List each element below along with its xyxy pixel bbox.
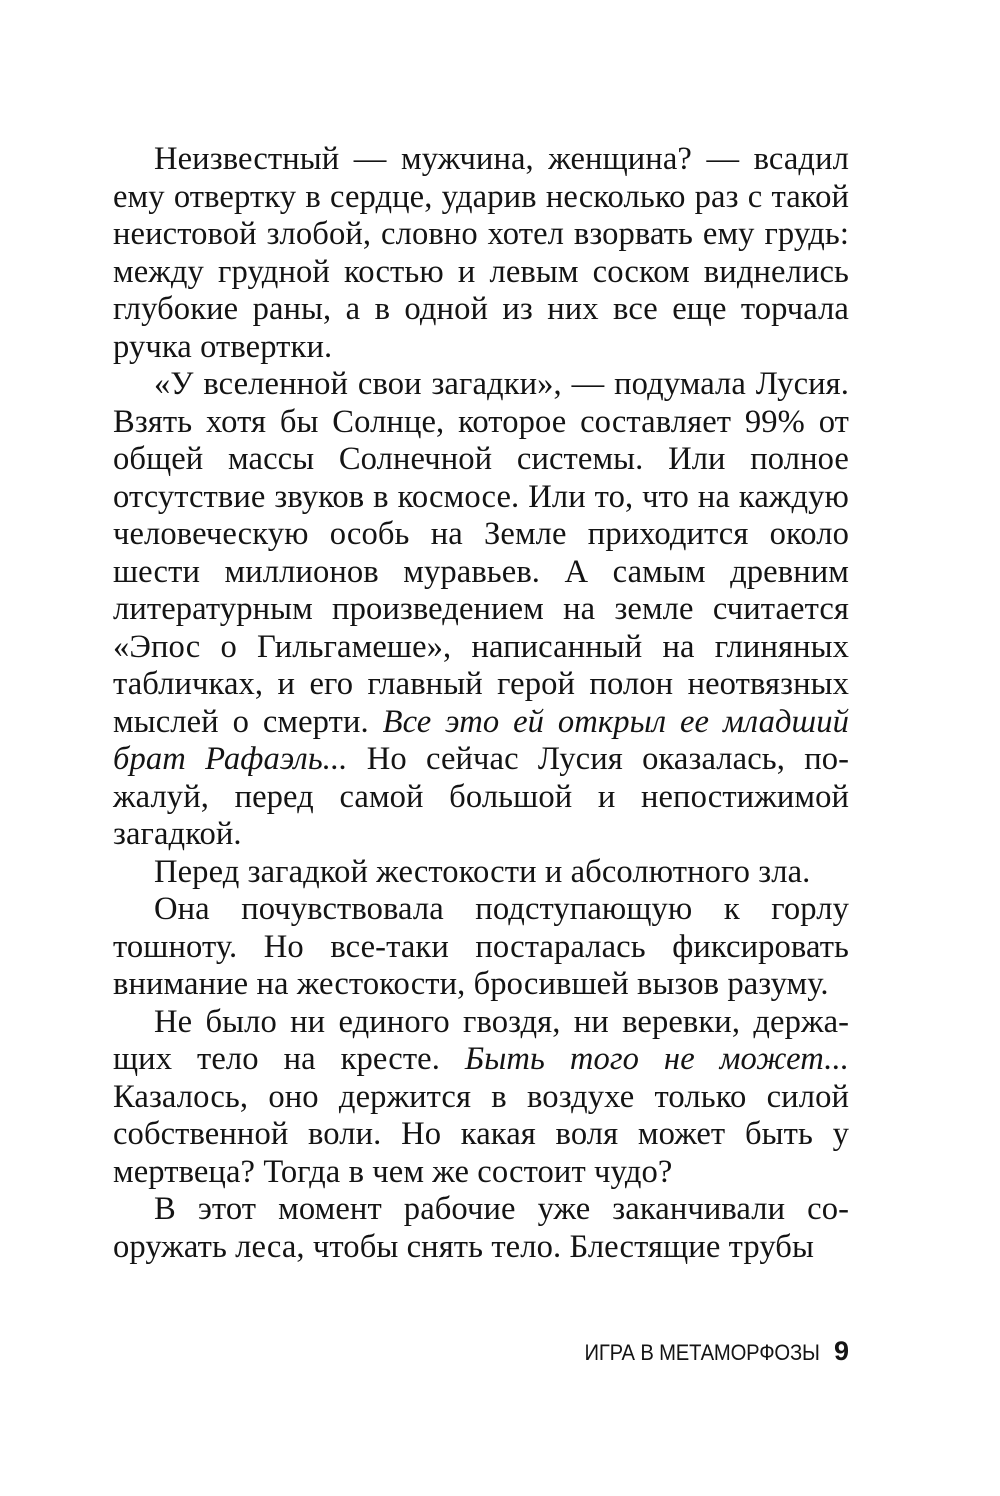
body-text (113, 141, 849, 1266)
paragraph-5 (113, 1004, 849, 1192)
paragraph-text: Казалось, оно держится в воздухе только силой собственной воли. Но какая воля может быть у мертвеца? Тогда в чем же состоит чудо? (113, 1078, 849, 1190)
italic-thought: Все это ей открыл ее младший брат Рафаэль... (113, 703, 850, 777)
paragraph-2 (113, 366, 849, 854)
paragraph-text: «У вселенной свои загадки», — подумала Лусия. Взять хотя бы Солнце, которое составляет 99% от общей массы Солнечной системы. Или полное отсутствие звуков в космосе. Или то, что на каждую человеческую особь на Земле приходится около шести миллионов муравьев. А самым древним литературным произведением на земле считается «Эпос о Гильгамеше», написанный на глиняных табличках, и его главный герой полон неотвязных мыслей о смерти. (113, 366, 849, 740)
paragraph-text: Она почувствовала подступающую к горлу тошноту. Но все-таки постаралась фиксировать внимание на жестокости, бросившей вызов разуму. (113, 891, 849, 1002)
paragraph-text: Но сейчас Лусия оказалась, пожалуй, перед самой большой и непостижимой загадкой. (113, 741, 849, 852)
paragraph-text: Неизвестный — мужчина, женщина? — всадил ему отвертку в сердце, ударив несколько раз с такой неистовой злобой, словно хотел взорвать ему грудь: между грудной костью и левым соском виднелись глубокие раны, а в одной из них все еще торчала ручка отвертки. (113, 141, 849, 365)
paragraph-text: В этот момент рабочие уже заканчивали сооружать леса, чтобы снять тело. Блестящие трубы (113, 1191, 849, 1265)
paragraph-1 (113, 141, 849, 366)
paragraph-3 (113, 854, 849, 892)
paragraph-text: Не было ни единого гвоздя, ни веревки, держащих тело на кресте. (113, 1003, 849, 1077)
running-footer (564, 1336, 849, 1376)
page-number: 9 (833, 1336, 849, 1366)
italic-thought: Быть того не может... (464, 1041, 849, 1077)
book-title: ИГРА В МЕТАМОРФОЗЫ (584, 1340, 820, 1365)
paragraph-6 (113, 1191, 849, 1266)
paragraph-4 (113, 891, 849, 1004)
paragraph-text: Перед загадкой жестокости и абсолютного зла. (154, 853, 811, 890)
